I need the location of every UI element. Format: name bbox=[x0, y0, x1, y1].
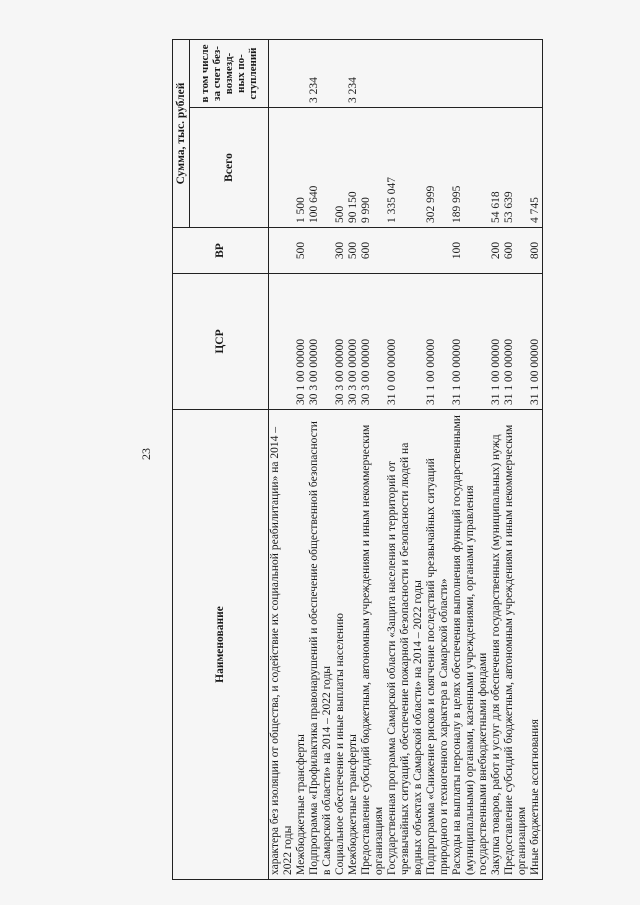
row-vr-cell: 800 bbox=[529, 228, 543, 274]
row-vr-cell: 200 bbox=[490, 228, 503, 274]
rotated-content bbox=[14, 10, 614, 890]
row-total-cell: 500 bbox=[334, 108, 347, 228]
row-gratuitous-cell bbox=[451, 40, 490, 108]
table-row bbox=[490, 40, 503, 880]
row-total-cell: 4 745 bbox=[529, 108, 543, 228]
table-row bbox=[269, 40, 296, 880]
row-total-cell: 54 618 bbox=[490, 108, 503, 228]
row-total-cell: 1 335 047 bbox=[386, 108, 425, 228]
row-csr-cell: 31 1 00 00000 bbox=[490, 274, 503, 410]
row-vr-cell: 600 bbox=[503, 228, 529, 274]
header-csr: ЦСР bbox=[173, 274, 269, 410]
page-number: 23 bbox=[139, 448, 153, 460]
row-vr-cell: 100 bbox=[451, 228, 490, 274]
row-csr-cell: 30 3 00 00000 bbox=[334, 274, 347, 410]
row-name-cell: Подпрограмма «Профилактика правонарушений и обеспечение общественной безопасности в Самарской области» на 2014 – 2022 годы bbox=[308, 410, 334, 880]
table-row bbox=[503, 40, 529, 880]
header-total: Всего bbox=[190, 108, 269, 228]
table-row bbox=[347, 40, 360, 880]
row-csr-cell: 31 1 00 00000 bbox=[451, 274, 490, 410]
table-row bbox=[425, 40, 451, 880]
table-body bbox=[269, 40, 543, 880]
row-name-cell: Социальное обеспечение и иные выплаты населению bbox=[334, 410, 347, 880]
row-vr-cell: 500 bbox=[295, 228, 308, 274]
row-gratuitous-cell bbox=[503, 40, 529, 108]
row-total-cell: 53 639 bbox=[503, 108, 529, 228]
row-csr-cell: 30 3 00 00000 bbox=[347, 274, 360, 410]
row-name-cell: Межбюджетные трансферты bbox=[347, 410, 360, 880]
table-row bbox=[360, 40, 386, 880]
row-name-cell: Предоставление субсидий бюджетным, автономным учреждениям и иным некоммерческим организациям bbox=[360, 410, 386, 880]
row-gratuitous-cell bbox=[269, 40, 296, 108]
row-gratuitous-cell bbox=[529, 40, 543, 108]
row-gratuitous-cell bbox=[425, 40, 451, 108]
row-total-cell: 90 150 bbox=[347, 108, 360, 228]
row-gratuitous-cell bbox=[360, 40, 386, 108]
row-total-cell: 9 990 bbox=[360, 108, 386, 228]
row-vr-cell: 600 bbox=[360, 228, 386, 274]
row-gratuitous-cell: 3 234 bbox=[347, 40, 360, 108]
budget-table bbox=[172, 39, 543, 880]
row-name-cell: Иные бюджетные ассигнования bbox=[529, 410, 543, 880]
row-vr-cell bbox=[386, 228, 425, 274]
table-row bbox=[308, 40, 334, 880]
row-gratuitous-cell: 3 234 bbox=[308, 40, 334, 108]
row-total-cell: 100 640 bbox=[308, 108, 334, 228]
table-row bbox=[386, 40, 425, 880]
row-vr-cell bbox=[269, 228, 296, 274]
row-total-cell bbox=[269, 108, 296, 228]
row-csr-cell: 30 1 00 00000 bbox=[295, 274, 308, 410]
header-sum-group: Сумма, тыс. рублей bbox=[173, 40, 190, 228]
row-csr-cell: 31 1 00 00000 bbox=[425, 274, 451, 410]
row-name-cell: Подпрограмма «Снижение рисков и смягчение последствий чрезвычайных ситуаций природного и техногенного характера в Самарской области» bbox=[425, 410, 451, 880]
row-vr-cell bbox=[425, 228, 451, 274]
row-gratuitous-cell bbox=[490, 40, 503, 108]
table-row bbox=[295, 40, 308, 880]
row-name-cell: Предоставление субсидий бюджетным, автономным учреждениям и иным некоммерческим организациям bbox=[503, 410, 529, 880]
row-vr-cell: 500 bbox=[347, 228, 360, 274]
row-gratuitous-cell bbox=[334, 40, 347, 108]
row-name-cell: характера без изоляции от общества, и содействие их социальной реабилитации» на 2014 – 2022 годы bbox=[269, 410, 296, 880]
table-row bbox=[529, 40, 543, 880]
row-csr-cell: 30 3 00 00000 bbox=[308, 274, 334, 410]
header-vr: ВР bbox=[173, 228, 269, 274]
table-row bbox=[334, 40, 347, 880]
row-name-cell: Государственная программа Самарской области «Защита населения и территорий от чрезвычайных ситуаций, обеспечение пожарной безопасности и безопасности людей на водных объектах в Самарской области» на 2014 – 2022 годы bbox=[386, 410, 425, 880]
row-gratuitous-cell bbox=[295, 40, 308, 108]
row-csr-cell: 31 1 00 00000 bbox=[529, 274, 543, 410]
row-csr-cell: 30 3 00 00000 bbox=[360, 274, 386, 410]
row-total-cell: 189 995 bbox=[451, 108, 490, 228]
row-name-cell: Межбюджетные трансферты bbox=[295, 410, 308, 880]
row-vr-cell bbox=[308, 228, 334, 274]
row-csr-cell: 31 0 00 00000 bbox=[386, 274, 425, 410]
row-total-cell: 1 500 bbox=[295, 108, 308, 228]
header-name: Наименование bbox=[173, 410, 269, 880]
header-gratuitous: в том числе за счет без-возмезд-ных по-ступлений bbox=[190, 40, 269, 108]
row-gratuitous-cell bbox=[386, 40, 425, 108]
table-row bbox=[451, 40, 490, 880]
row-name-cell: Расходы на выплаты персоналу в целях обеспечения выполнения функций государственными (муниципальными) органами, казенными учреждениями, органами управления государственными внебюджетными фондами bbox=[451, 410, 490, 880]
row-csr-cell bbox=[269, 274, 296, 410]
row-name-cell: Закупка товаров, работ и услуг для обеспечения государственных (муниципальных) нужд bbox=[490, 410, 503, 880]
row-vr-cell: 300 bbox=[334, 228, 347, 274]
row-csr-cell: 31 1 00 00000 bbox=[503, 274, 529, 410]
row-total-cell: 302 999 bbox=[425, 108, 451, 228]
